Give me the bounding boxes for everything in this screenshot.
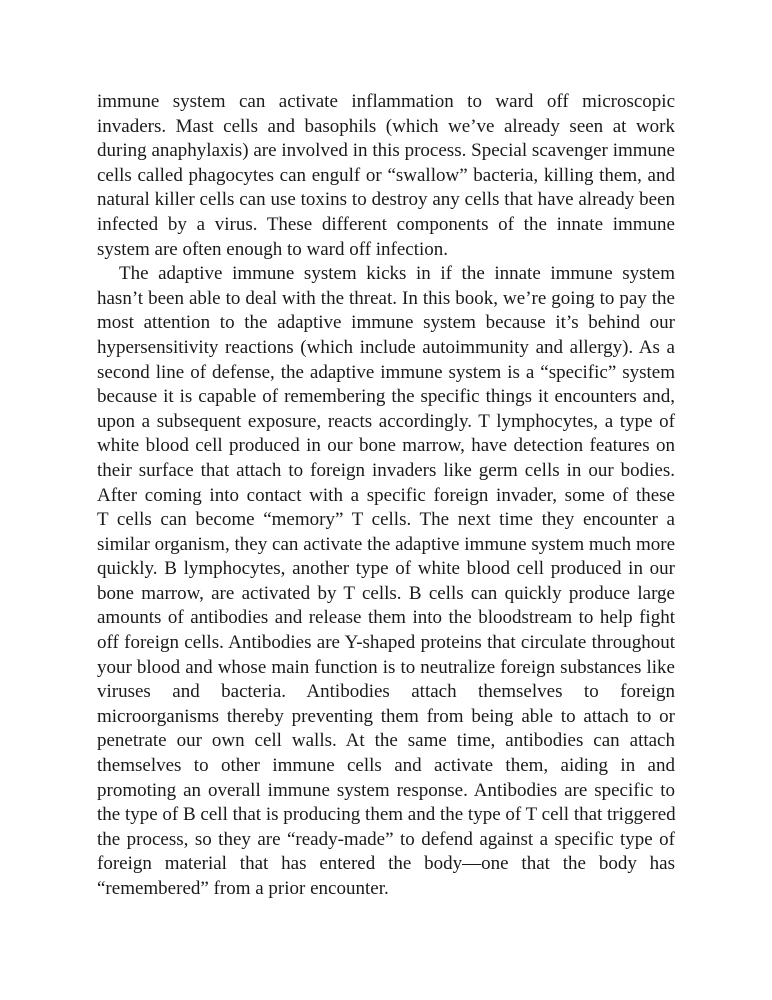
text-line: hasn’t been able to deal with the threat. In this book, we’re going to pay the (97, 287, 675, 309)
text-line: “remembered” from a prior encounter. (97, 878, 389, 899)
text-line: bone marrow, are activated by T cells. B cells can quickly produce large (97, 582, 675, 604)
paragraph-innate-immunity (97, 90, 675, 262)
text-line: infected by a virus. These different components of the innate immune (97, 213, 675, 235)
text-line: system are often enough to ward off infection. (97, 238, 449, 260)
text-line: because it is capable of remembering the specific things it encounters and, (97, 386, 675, 408)
text-line: most attention to the adaptive immune system because it’s behind our (97, 312, 675, 334)
text-line: The adaptive immune system kicks in if the innate immune system (119, 263, 675, 285)
text-line: invaders. Mast cells and basophils (which we’ve already seen at work (97, 115, 675, 137)
text-line: the process, so they are “ready-made” to defend against a specific type of (97, 828, 675, 850)
text-line: After coming into contact with a specific foreign invader, some of these (97, 484, 675, 506)
text-line: your blood and whose main function is to neutralize foreign substances like (97, 656, 675, 678)
text-line: cells called phagocytes can engulf or “swallow” bacteria, killing them, and (97, 164, 675, 186)
text-line: viruses and bacteria. Antibodies attach themselves to foreign (97, 681, 675, 703)
paragraph-adaptive-immunity (97, 262, 675, 901)
text-line: similar organism, they can activate the adaptive immune system much more (97, 533, 675, 555)
text-line: quickly. B lymphocytes, another type of white blood cell produced in our (97, 558, 675, 580)
text-line: themselves to other immune cells and activate them, aiding in and (97, 755, 675, 777)
text-line: natural killer cells can use toxins to destroy any cells that have already been (97, 189, 675, 211)
text-line: microorganisms thereby preventing them from being able to attach to or (97, 705, 675, 727)
text-line: T cells can become “memory” T cells. The next time they encounter a (97, 509, 675, 531)
text-line: upon a subsequent exposure, reacts accordingly. T lymphocytes, a type of (97, 410, 675, 432)
text-line: immune system can activate inflammation to ward off microscopic (97, 91, 675, 112)
text-line: during anaphylaxis) are involved in this process. Special scavenger immune (97, 140, 675, 162)
text-line: penetrate our own cell walls. At the same time, antibodies can attach (97, 730, 675, 752)
page-body (97, 90, 675, 902)
text-line: white blood cell produced in our bone marrow, have detection features on (97, 435, 675, 457)
text-line: hypersensitivity reactions (which include autoimmunity and allergy). As a (97, 336, 675, 358)
text-line: foreign material that has entered the body—one that the body has (97, 853, 675, 875)
text-line: amounts of antibodies and release them into the bloodstream to help fight (97, 607, 675, 629)
text-line: promoting an overall immune system response. Antibodies are specific to (97, 779, 675, 801)
text-line: their surface that attach to foreign invaders like germ cells in our bodies. (97, 459, 675, 481)
text-line: second line of defense, the adaptive immune system is a “specific” system (97, 361, 675, 383)
text-line: off foreign cells. Antibodies are Y-shaped proteins that circulate throughout (97, 632, 675, 654)
text-line: the type of B cell that is producing them and the type of T cell that triggered (97, 804, 676, 826)
